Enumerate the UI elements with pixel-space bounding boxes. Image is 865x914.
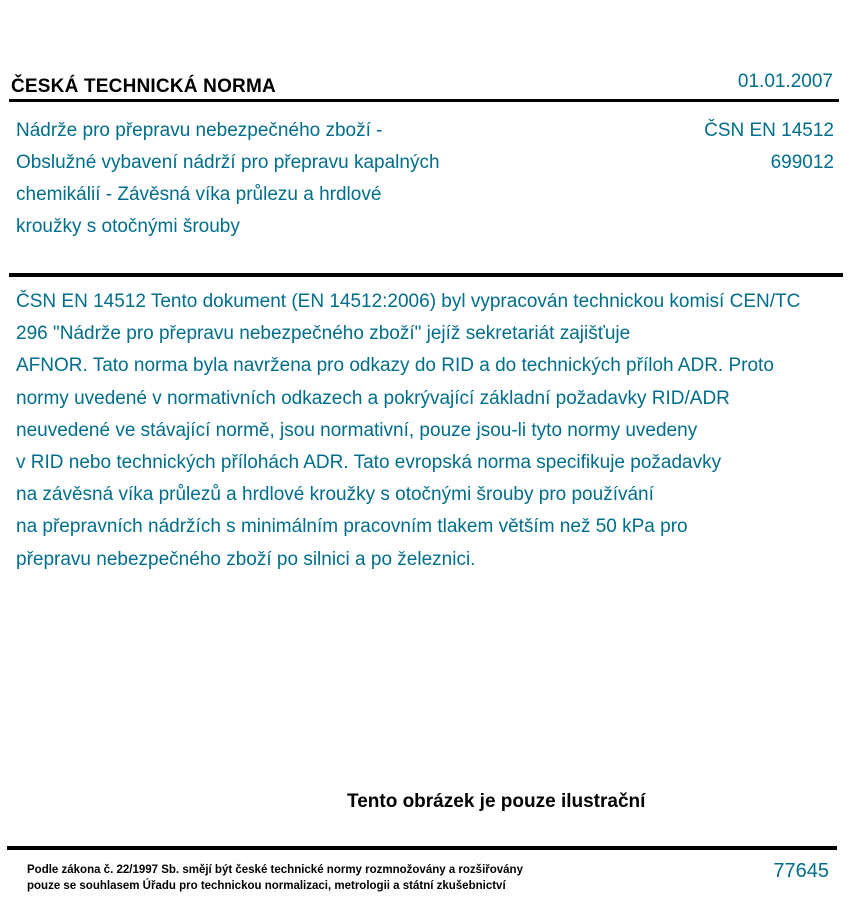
standard-title-line: kroužky s otočnými šrouby bbox=[16, 216, 240, 237]
abstract-line: normy uvedené v normativních odkazech a pokrývající základní požadavky RID/ADR bbox=[16, 387, 730, 409]
footer-divider bbox=[7, 846, 837, 850]
footer-legal-line: pouze se souhlasem Úřadu pro technickou normalizaci, metrologii a státní zkušebnictví bbox=[27, 880, 506, 892]
header-divider bbox=[9, 99, 839, 102]
abstract-line: přepravu nebezpečného zboží po silnici a po železnici. bbox=[16, 548, 476, 570]
abstract-line: ČSN EN 14512 Tento dokument (EN 14512:2006) byl vypracován technickou komisí CEN/TC bbox=[16, 291, 801, 312]
abstract-line: v RID nebo technických přílohách ADR. Tato evropská norma specifikuje požadavky bbox=[16, 452, 722, 474]
abstract-line: 296 "Nádrže pro přepravu nebezpečného zboží" jejíž sekretariát zajišťuje bbox=[16, 323, 631, 345]
standard-codes bbox=[704, 115, 834, 179]
standard-title-line: Obslužné vybavení nádrží pro přepravu kapalných bbox=[16, 152, 440, 173]
illustration-disclaimer: Tento obrázek je pouze ilustrační bbox=[347, 791, 646, 812]
class-number: 699012 bbox=[770, 152, 834, 173]
document-header-title: ČESKÁ TECHNICKÁ NORMA bbox=[11, 76, 276, 97]
section-divider bbox=[9, 273, 843, 277]
issue-date: 01.01.2007 bbox=[737, 71, 833, 92]
footer-code: 77645 bbox=[773, 860, 829, 882]
footer-legal-line: Podle zákona č. 22/1997 Sb. smějí být české technické normy rozmnožovány a rozšiřovány bbox=[27, 864, 523, 876]
abstract-text bbox=[16, 286, 865, 576]
standard-title bbox=[16, 115, 536, 243]
abstract-line: AFNOR. Tato norma byla navržena pro odkazy do RID a do technických příloh ADR. Proto bbox=[16, 355, 774, 377]
standard-designation: ČSN EN 14512 bbox=[704, 120, 834, 141]
abstract-line: na závěsná víka průlezů a hrdlové kroužky s otočnými šrouby pro používání bbox=[16, 484, 654, 506]
standard-title-line: Nádrže pro přepravu nebezpečného zboží - bbox=[16, 120, 383, 141]
abstract-line: na přepravních nádržích s minimálním pracovním tlakem větším než 50 kPa pro bbox=[16, 516, 688, 538]
standard-title-line: chemikálií - Závěsná víka průlezu a hrdlové bbox=[16, 184, 382, 205]
abstract-line: neuvedené ve stávající normě, jsou normativní, pouze jsou-li tyto normy uvedeny bbox=[16, 419, 698, 441]
footer-legal-notice bbox=[27, 862, 523, 894]
